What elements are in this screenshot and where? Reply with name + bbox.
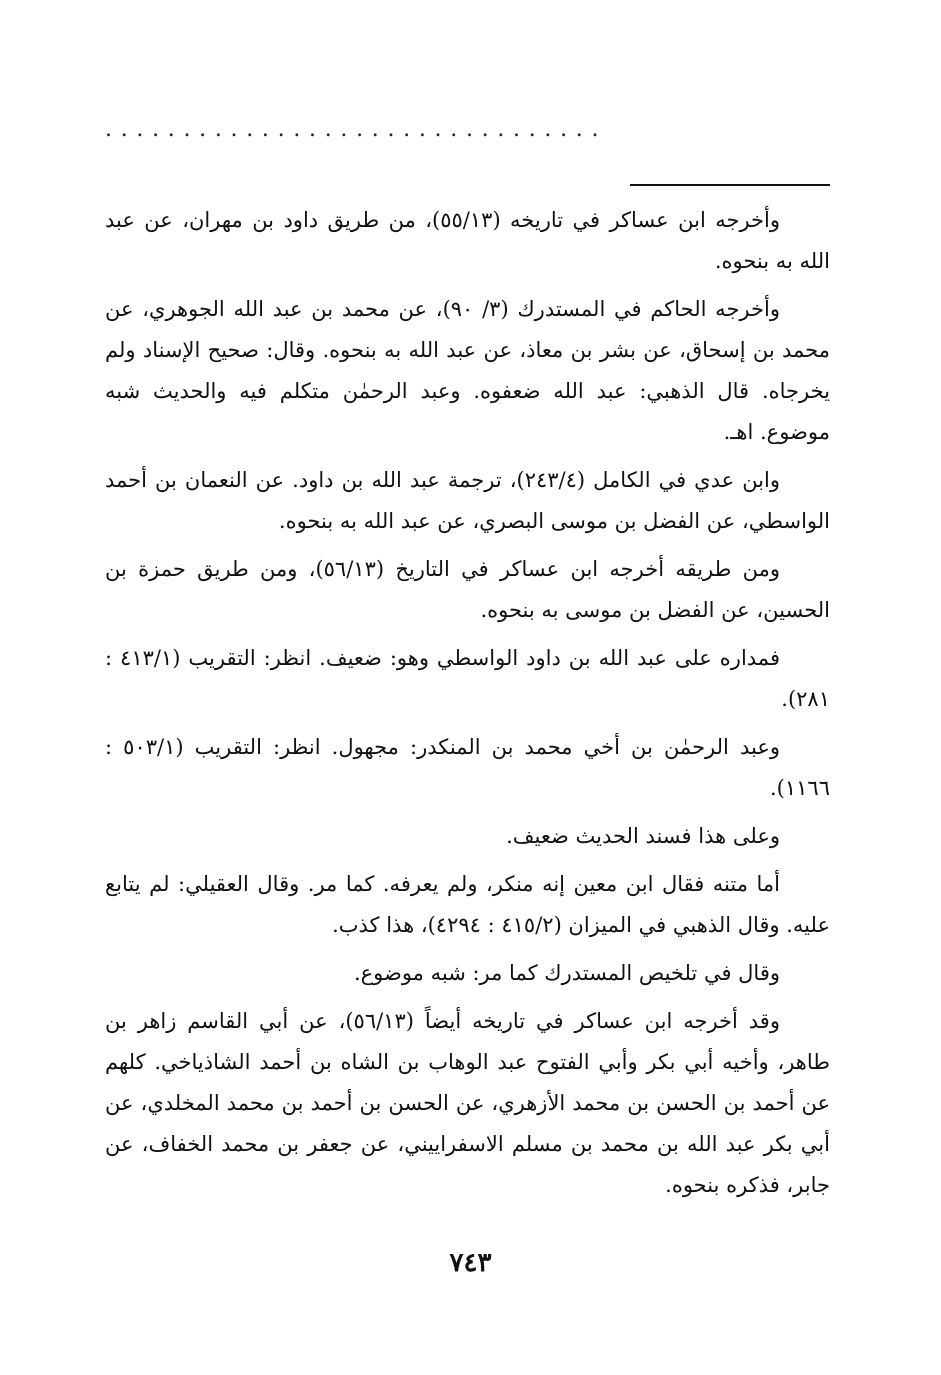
paragraph: وعبد الرحمٰن بن أخي محمد بن المنكدر: مجهول. انظر: التقريب (٥٠٣/١ : ١١٦٦). xyxy=(105,735,830,800)
paragraph: وابن عدي في الكامل (٢٤٣/٤)، ترجمة عبد الله بن داود. عن النعمان بن أحمد الواسطي، عن الفضل بن موسى البصري، عن عبد الله به بنحوه. xyxy=(105,468,830,533)
footnote-text xyxy=(105,200,830,1213)
paragraph: وعلى هذا فسند الحديث ضعيف. xyxy=(506,824,780,848)
paragraph: أما متنه فقال ابن معين إنه منكر، ولم يعرفه. كما مر. وقال العقيلي: لم يتابع عليه. وقال الذهبي في الميزان (٤١٥/٢ : ٤٢٩٤)، هذا كذب. xyxy=(105,872,830,937)
paragraph: ومن طريقه أخرجه ابن عساكر في التاريخ (٥٦/١٣)، ومن طريق حمزة بن الحسين، عن الفضل بن موسى به بنحوه. xyxy=(105,557,830,622)
footnote-rule xyxy=(630,184,830,186)
paragraph: وأخرجه ابن عساكر في تاريخه (٥٥/١٣)، من طريق داود بن مهران، عن عبد الله به بنحوه. xyxy=(105,208,830,273)
paragraph: فمداره على عبد الله بن داود الواسطي وهو: ضعيف. انظر: التقريب (٤١٣/١ : ٢٨١). xyxy=(105,646,830,711)
paragraph: وقال في تلخيص المستدرك كما مر: شبه موضوع. xyxy=(353,961,780,985)
page-number: ٧٤٣ xyxy=(449,1248,492,1278)
paragraph: وأخرجه الحاكم في المستدرك (٣/ ٩٠)، عن محمد بن عبد الله الجوهري، عن محمد بن إسحاق، عن بشر بن معاذ، عن عبد الله به بنحوه. وقال: صحيح الإسناد ولم يخرجاه. قال الذهبي: عبد الله ضعفوه. وعبد الرحمٰن متكلم فيه والحديث شبه موضوع. اهـ. xyxy=(105,297,830,444)
paragraph: وقد أخرجه ابن عساكر في تاريخه أيضاً (٥٦/١٣)، عن أبي القاسم زاهر بن طاهر، وأخيه أبي بكر وأبي الفتوح عبد الوهاب بن الشاه بن أحمد الشاذياخي. كلهم عن أحمد بن الحسن بن محمد الأزهري، عن الحسن بن أحمد بن محمد المخلدي، عن أبي بكر عبد الله بن محمد بن مسلم الاسفراييني، عن جعفر بن محمد الخفاف، عن جابر، فذكره بنحوه. xyxy=(105,1009,830,1197)
dotted-separator: ................................ xyxy=(105,118,608,142)
